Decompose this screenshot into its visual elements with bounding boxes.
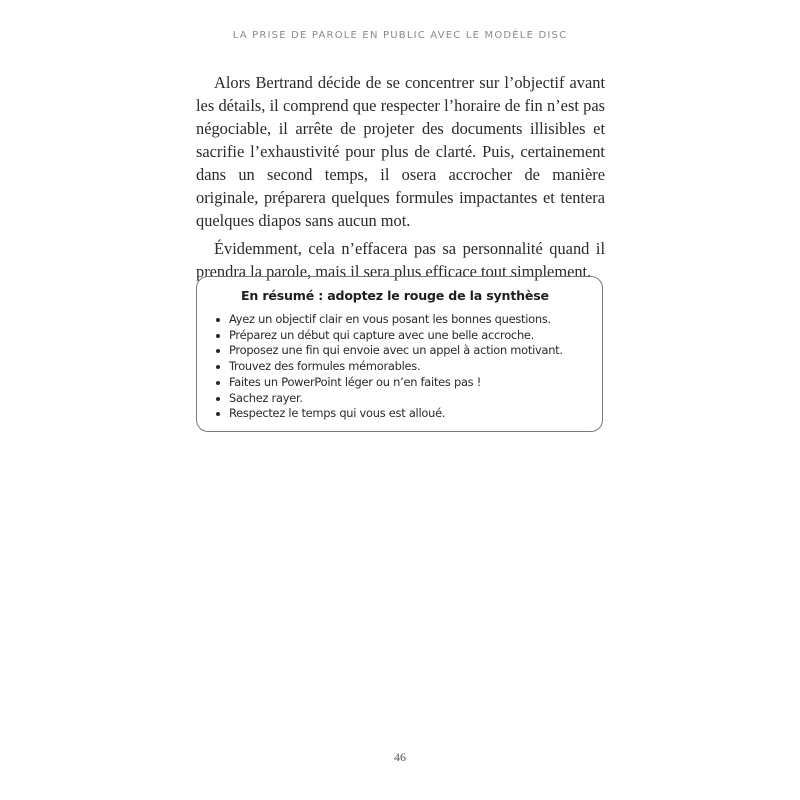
bullet-icon <box>216 334 220 338</box>
body-text <box>196 71 605 288</box>
summary-item <box>215 406 563 422</box>
summary-item-text: Proposez une fin qui envoie avec un appel à action motivant. <box>229 343 563 358</box>
summary-item-text: Ayez un objectif clair en vous posant les bonnes questions. <box>229 312 551 326</box>
summary-item-text: Sachez rayer. <box>229 390 303 405</box>
summary-item <box>215 328 563 344</box>
bullet-icon <box>216 381 220 385</box>
summary-title: En résumé : adoptez le rouge de la synthèse <box>241 288 549 303</box>
summary-item <box>215 375 563 391</box>
bullet-icon <box>216 349 220 353</box>
bullet-icon <box>216 412 220 416</box>
running-head: LA PRISE DE PAROLE EN PUBLIC AVEC LE MODÈLE DISC <box>232 30 568 41</box>
bullet-icon <box>216 397 220 401</box>
summary-item <box>215 343 563 359</box>
paragraph: Alors Bertrand décide de se concentrer sur l’objectif avant les détails, il comprend que respecter l’horaire de fin n’est pas négociable, il arrête de projeter des documents illisibles et sacrifie l’exhaustivité pour plus de clarté. Puis, certainement dans un second temps, il osera accrocher de manière originale, préparera quelques formules impactantes et tentera quelques diapos sans aucun mot. <box>196 73 605 230</box>
summary-item-text: Préparez un début qui capture avec une belle accroche. <box>229 327 535 342</box>
summary-item <box>215 359 563 375</box>
summary-item-text: Faites un PowerPoint léger ou n’en faites pas ! <box>229 374 482 389</box>
bullet-icon <box>216 365 220 369</box>
page-number: 46 <box>394 750 406 764</box>
summary-item-text: Respectez le temps qui vous est alloué. <box>229 406 446 421</box>
summary-item <box>215 312 563 328</box>
summary-item-text: Trouvez des formules mémorables. <box>229 359 421 374</box>
summary-list <box>215 312 563 422</box>
paragraph: Évidemment, cela n’effacera pas sa personnalité quand il prendra la parole, mais il sera plus efficace tout simplement. <box>196 239 605 281</box>
summary-item <box>215 391 563 407</box>
summary-box <box>196 276 603 432</box>
bullet-icon <box>216 318 220 322</box>
